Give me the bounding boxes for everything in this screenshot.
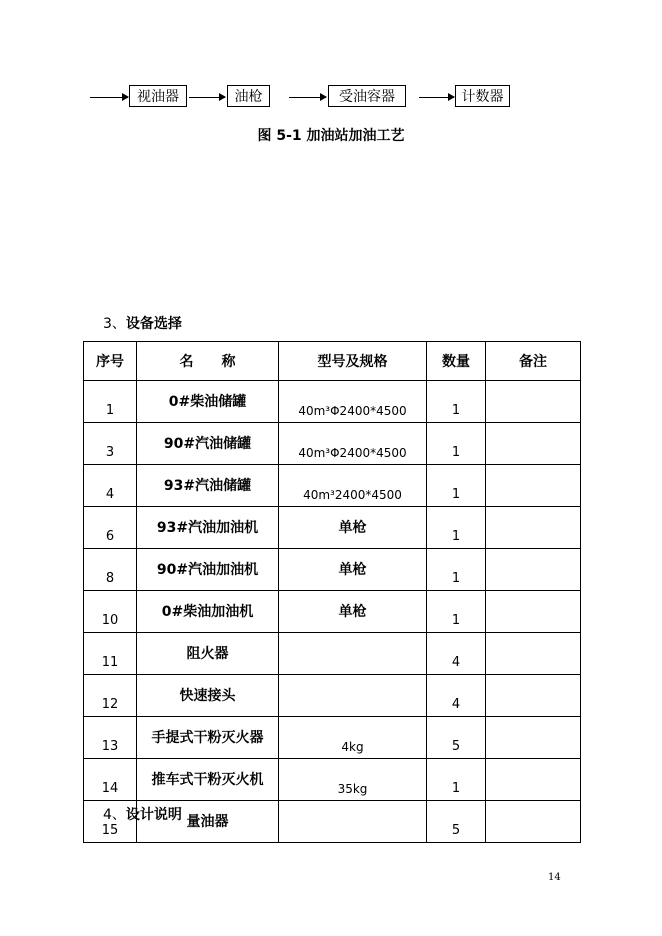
cell-qty: 4 xyxy=(427,675,486,717)
cell-qty: 1 xyxy=(427,423,486,465)
table-row xyxy=(84,465,581,507)
cell-spec: 单枪 xyxy=(279,591,427,633)
cell-spec: 40m³Φ2400*4500 xyxy=(279,423,427,465)
cell-qty: 1 xyxy=(427,759,486,801)
section-4-heading xyxy=(103,804,182,824)
cell-note xyxy=(486,507,581,549)
header-no: 序号 xyxy=(84,342,137,381)
flow-step-receiving-container: 受油容器 xyxy=(328,85,406,107)
cell-spec: 单枪 xyxy=(279,507,427,549)
cell-no: 4 xyxy=(84,465,137,507)
section-3-heading xyxy=(103,313,182,333)
header-spec: 型号及规格 xyxy=(279,342,427,381)
cell-no: 3 xyxy=(84,423,137,465)
header-name: 名 称 xyxy=(137,342,279,381)
section-3-number: 3、 xyxy=(103,316,126,332)
flow-step-counter: 计数器 xyxy=(455,85,510,107)
cell-name: 快速接头 xyxy=(137,675,279,717)
cell-name: 阻火器 xyxy=(137,633,279,675)
cell-spec: 40m³Φ2400*4500 xyxy=(279,381,427,423)
cell-spec xyxy=(279,675,427,717)
cell-note xyxy=(486,717,581,759)
section-4-title: 设计说明 xyxy=(125,807,182,823)
cell-note xyxy=(486,801,581,843)
figure-caption: 图 5-1 加油站加油工艺 xyxy=(257,128,405,144)
cell-name: 量油器 xyxy=(137,801,279,843)
cell-no: 14 xyxy=(84,759,137,801)
cell-name: 推车式干粉灭火机 xyxy=(137,759,279,801)
flow-arrow-2 xyxy=(189,97,225,98)
table-row xyxy=(84,675,581,717)
flow-arrow-3 xyxy=(289,97,326,98)
page-number: 14 xyxy=(548,872,561,883)
cell-spec: 35kg xyxy=(279,759,427,801)
header-note: 备注 xyxy=(486,342,581,381)
section-3-title: 设备选择 xyxy=(125,316,182,332)
cell-qty: 1 xyxy=(427,507,486,549)
cell-no: 1 xyxy=(84,381,137,423)
cell-qty: 1 xyxy=(427,381,486,423)
flow-arrow-1 xyxy=(90,97,128,98)
cell-note xyxy=(486,633,581,675)
cell-no: 13 xyxy=(84,717,137,759)
cell-no: 6 xyxy=(84,507,137,549)
table-row xyxy=(84,591,581,633)
cell-name: 90#汽油储罐 xyxy=(137,423,279,465)
cell-name: 93#汽油加油机 xyxy=(137,507,279,549)
table-row xyxy=(84,507,581,549)
cell-note xyxy=(486,591,581,633)
flow-step-sight-glass: 视油器 xyxy=(129,85,187,107)
cell-name: 90#汽油加油机 xyxy=(137,549,279,591)
section-4-number: 4、 xyxy=(103,807,126,823)
cell-spec: 单枪 xyxy=(279,549,427,591)
table-row xyxy=(84,423,581,465)
cell-spec: 4kg xyxy=(279,717,427,759)
cell-note xyxy=(486,381,581,423)
process-flow xyxy=(0,85,662,111)
table-row xyxy=(84,633,581,675)
cell-qty: 5 xyxy=(427,717,486,759)
cell-no: 12 xyxy=(84,675,137,717)
cell-note xyxy=(486,423,581,465)
cell-no: 15 xyxy=(84,801,137,843)
table-row xyxy=(84,759,581,801)
cell-note xyxy=(486,759,581,801)
cell-no: 8 xyxy=(84,549,137,591)
table-row xyxy=(84,381,581,423)
cell-name: 0#柴油储罐 xyxy=(137,381,279,423)
cell-name: 93#汽油储罐 xyxy=(137,465,279,507)
cell-no: 11 xyxy=(84,633,137,675)
flow-step-nozzle: 油枪 xyxy=(227,85,270,107)
cell-qty: 1 xyxy=(427,549,486,591)
cell-no: 10 xyxy=(84,591,137,633)
cell-qty: 1 xyxy=(427,465,486,507)
cell-spec xyxy=(279,801,427,843)
table-row xyxy=(84,549,581,591)
cell-name: 0#柴油加油机 xyxy=(137,591,279,633)
cell-note xyxy=(486,675,581,717)
cell-qty: 5 xyxy=(427,801,486,843)
cell-qty: 4 xyxy=(427,633,486,675)
table-row xyxy=(84,717,581,759)
cell-note xyxy=(486,549,581,591)
header-qty: 数量 xyxy=(427,342,486,381)
equipment-table xyxy=(83,341,581,843)
cell-spec: 40m³2400*4500 xyxy=(279,465,427,507)
cell-qty: 1 xyxy=(427,591,486,633)
flow-arrow-4 xyxy=(419,97,454,98)
cell-spec xyxy=(279,633,427,675)
cell-note xyxy=(486,465,581,507)
cell-name: 手提式干粉灭火器 xyxy=(137,717,279,759)
table-header-row xyxy=(84,342,581,381)
